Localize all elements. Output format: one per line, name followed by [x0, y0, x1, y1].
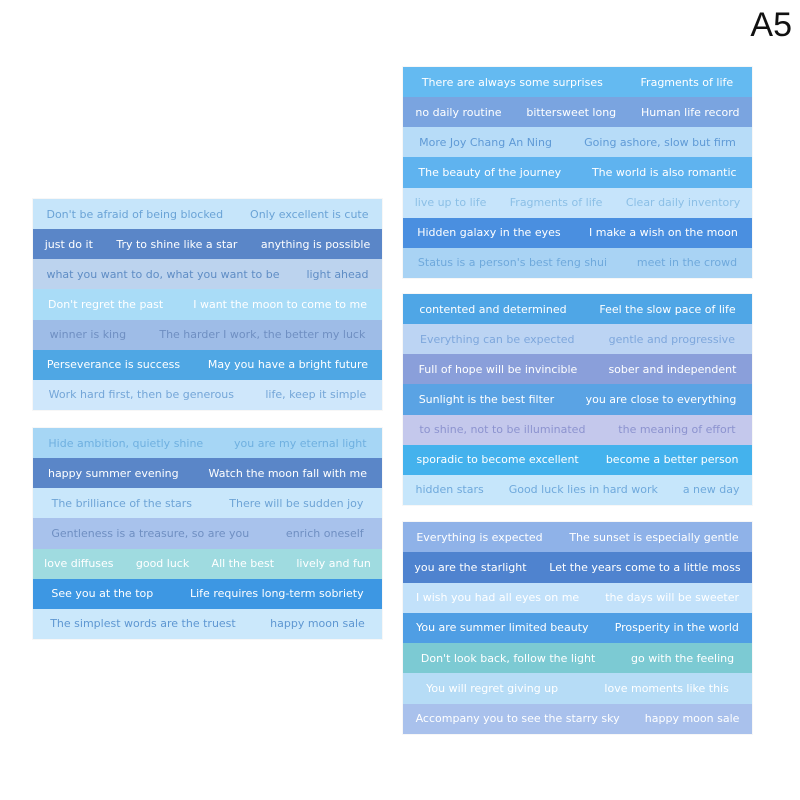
sticker-text: just do it [44, 237, 93, 251]
sticker-strip [403, 673, 752, 703]
sticker-strip [33, 320, 382, 350]
sticker-text: no daily routine [415, 105, 502, 119]
sticker-text: The world is also romantic [591, 165, 737, 179]
sticker-text: Life requires long-term sobriety [190, 587, 364, 601]
sticker-strip [33, 229, 382, 259]
sticker-strip [33, 259, 382, 289]
sticker-text: you are the starlight [414, 560, 527, 574]
sticker-strip [403, 294, 752, 324]
sticker-strip [403, 704, 752, 734]
sticker-sheet-5 [403, 522, 752, 734]
sticker-strip [33, 380, 382, 410]
sticker-text: you are my eternal light [234, 436, 367, 450]
sticker-text: The simplest words are the truest [50, 617, 236, 631]
sticker-text: Try to shine like a star [116, 237, 238, 251]
sticker-strip [33, 579, 382, 609]
sticker-text: Don't look back, follow the light [420, 651, 596, 665]
sticker-text: Perseverance is success [46, 358, 181, 372]
sticker-text: Don't regret the past [48, 297, 164, 311]
sticker-text: The beauty of the journey [418, 165, 562, 179]
sticker-text: happy moon sale [644, 712, 740, 726]
sticker-text: Prosperity in the world [614, 621, 739, 635]
sticker-strip [33, 518, 382, 548]
sticker-text: Accompany you to see the starry sky [415, 712, 620, 726]
sticker-text: Full of hope will be invincible [418, 362, 578, 376]
sticker-text: You will regret giving up [426, 682, 559, 696]
sticker-text: The sunset is especially gentle [569, 530, 739, 544]
sticker-text: what you want to do, what you want to be [46, 267, 280, 281]
sticker-text: meet in the crowd [636, 256, 738, 270]
sticker-text: contented and determined [419, 302, 567, 316]
sticker-text: bittersweet long [526, 105, 617, 119]
sticker-text: happy moon sale [270, 617, 365, 631]
sticker-strip [403, 188, 752, 218]
sticker-text: to shine, not to be illuminated [419, 423, 586, 437]
sticker-strip [403, 384, 752, 414]
sticker-text: Fragments of life [509, 196, 603, 210]
sticker-text: I wish you had all eyes on me [416, 591, 580, 605]
sticker-text: sporadic to become excellent [416, 453, 579, 467]
sticker-text: Human life record [640, 105, 740, 119]
sticker-text: The brilliance of the stars [51, 496, 193, 510]
sticker-text: the meaning of effort [618, 423, 736, 437]
sticker-text: All the best [211, 557, 275, 571]
sticker-text: live up to life [414, 196, 487, 210]
sticker-strip [403, 127, 752, 157]
sticker-text: More Joy Chang An Ning [419, 135, 552, 149]
sticker-strip [403, 218, 752, 248]
sticker-text: There will be sudden joy [229, 496, 364, 510]
sticker-strip [403, 583, 752, 613]
sticker-strip [33, 350, 382, 380]
sticker-text: Only excellent is cute [250, 207, 369, 221]
sticker-strip [403, 445, 752, 475]
sticker-text: Going ashore, slow but firm [584, 135, 736, 149]
sticker-text: Status is a person's best feng shui [417, 256, 608, 270]
sticker-sheet-1 [33, 199, 382, 410]
sticker-text: Feel the slow pace of life [599, 302, 736, 316]
sticker-text: I want the moon to come to me [193, 297, 367, 311]
sticker-strip [403, 643, 752, 673]
sticker-text: I make a wish on the moon [588, 226, 738, 240]
sticker-text: Hidden galaxy in the eyes [417, 226, 561, 240]
sticker-strip [33, 488, 382, 518]
sticker-strip [33, 458, 382, 488]
sticker-text: Good luck lies in hard work [508, 483, 658, 497]
sticker-sheet-4 [403, 294, 752, 505]
sticker-strip [403, 97, 752, 127]
sticker-text: you are close to everything [585, 392, 737, 406]
sticker-text: gentle and progressive [608, 332, 735, 346]
sticker-strip [403, 67, 752, 97]
sticker-text: become a better person [605, 453, 739, 467]
sticker-strip [403, 157, 752, 187]
sticker-strip [403, 354, 752, 384]
sticker-strip [403, 522, 752, 552]
sticker-strip [403, 552, 752, 582]
sticker-strip [403, 613, 752, 643]
sticker-text: Watch the moon fall with me [208, 466, 368, 480]
sticker-strip [33, 199, 382, 229]
sticker-text: Let the years come to a little moss [549, 560, 741, 574]
sticker-text: Don't be afraid of being blocked [46, 207, 224, 221]
sticker-text: life, keep it simple [265, 388, 367, 402]
sticker-strip [403, 415, 752, 445]
sticker-text: love diffuses [44, 557, 114, 571]
sticker-text: happy summer evening [47, 466, 179, 480]
sticker-text: There are always some surprises [421, 75, 603, 89]
sticker-text: a new day [682, 483, 740, 497]
sticker-text: Everything is expected [416, 530, 543, 544]
sticker-text: anything is possible [260, 237, 371, 251]
sticker-text: enrich oneself [285, 526, 364, 540]
sticker-strip [403, 475, 752, 505]
sticker-text: the days will be sweeter [605, 591, 739, 605]
sticker-text: See you at the top [51, 587, 154, 601]
sticker-strip [403, 324, 752, 354]
sticker-text: love moments like this [604, 682, 729, 696]
sticker-text: winner is king [49, 328, 127, 342]
sticker-text: Sunlight is the best filter [418, 392, 555, 406]
size-label: A5 [750, 6, 792, 44]
sticker-strip [33, 609, 382, 639]
sticker-sheet-3 [403, 67, 752, 278]
sticker-text: Gentleness is a treasure, so are you [51, 526, 250, 540]
sticker-strip [33, 289, 382, 319]
sticker-text: sober and independent [608, 362, 737, 376]
sticker-text: You are summer limited beauty [416, 621, 589, 635]
sticker-text: good luck [135, 557, 190, 571]
sticker-sheet-2 [33, 428, 382, 639]
sticker-text: Fragments of life [640, 75, 734, 89]
sticker-text: Hide ambition, quietly shine [48, 436, 204, 450]
sticker-text: May you have a bright future [207, 358, 369, 372]
sticker-strip [33, 428, 382, 458]
sticker-text: The harder I work, the better my luck [159, 328, 366, 342]
sticker-text: Work hard first, then be generous [48, 388, 235, 402]
sticker-text: go with the feeling [631, 651, 735, 665]
sticker-text: Clear daily inventory [625, 196, 741, 210]
sticker-text: light ahead [306, 267, 369, 281]
sticker-text: lively and fun [296, 557, 371, 571]
sticker-text: Everything can be expected [420, 332, 575, 346]
sticker-text: hidden stars [415, 483, 484, 497]
sticker-strip [33, 549, 382, 579]
sticker-strip [403, 248, 752, 278]
